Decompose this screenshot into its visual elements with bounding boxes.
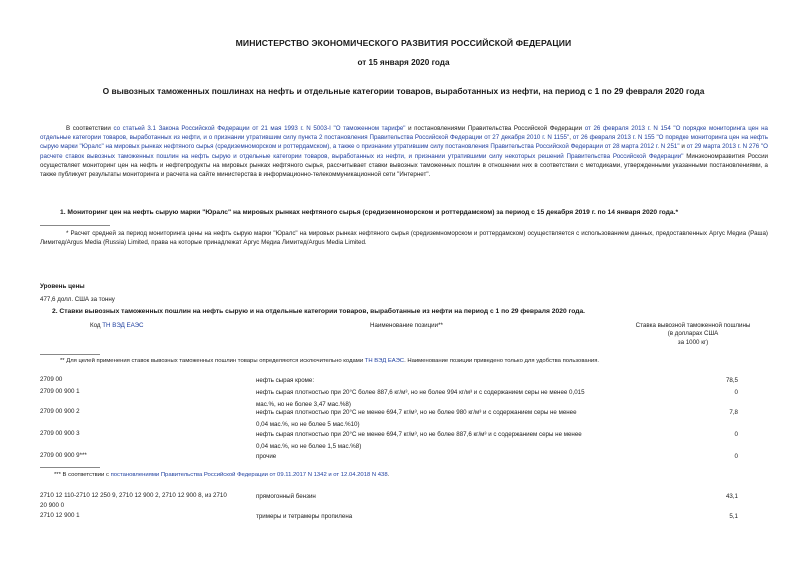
footnote-divider [40, 354, 100, 355]
row-code: 2709 00 900 2 [40, 408, 80, 415]
row-value: 0 [734, 389, 738, 396]
row-name: тримеры и тетрамеры пропилена [256, 513, 353, 520]
tnved-link[interactable]: ТН ВЭД ЕАЭС [102, 322, 144, 329]
column-header-rate: Ставка вывозной таможенной пошлины (в долларах США за 1000 кг) [635, 322, 751, 346]
footnote-divider [40, 225, 110, 226]
document-title: О вывозных таможенных пошлинах на нефть и отдельные категории товаров, выработанных из нефти, на период с 1 по 29 февраля 2020 года [102, 86, 705, 96]
row-name: нефть сырая плотностью при 20°С более 887,6 кг/м³, но не более 994 кг/м³ и с содержанием серы не менее 0,015 мас.%, но не более 3,47 мас.%8) [256, 389, 585, 409]
section-2-heading: 2. Ставки вывозных таможенных пошлин на нефть сырую и на отдельные категории товаров, выработанные из нефти на период с 1 по 29 февраля 2020 года. [52, 308, 586, 315]
footnote-divider [40, 467, 100, 468]
row-name: нефть сырая кроме: [256, 377, 315, 384]
law-link[interactable]: со статьей 3.1 Закона Российской Федерации от 21 мая 1993 г. N 5003-I "О таможенном тарифе" [113, 125, 406, 132]
footnote-1: * Расчет средней за период мониторинга цены на нефть сырую марки "Юралс" на мировых рынках нефтяного сырья (средиземноморском и роттердамском) осуществляется с использованием данных, предоставленных Аргус Медиа (Раша) Лимитед/Argus Media (Russia) Limited, права на которые принадлежат Аргус Медиа Лимитед/Argus Media Limited. [40, 230, 768, 247]
row-code: 2709 00 [40, 376, 63, 383]
row-name: прямогонный бензин [256, 493, 316, 500]
row-name: нефть сырая плотностью при 20°С не менее 694,7 кг/м³, но не более 980 кг/м³ и с содержанием серы не менее 0,04 мас.%, но не более 5 мас.%10) [256, 409, 577, 429]
row-value: 0 [734, 453, 738, 460]
resolution-154-link[interactable]: от 26 февраля 2013 г. N 154 "О порядке мониторинга цен на отдельные категории товаров, выработанных из нефти, и о признании утратившим силу пункта 2 постановления Правительства Российской Федерации от 27 декабря 2010 г. N 1155" [40, 125, 768, 142]
row-value: 0 [734, 431, 738, 438]
row-name: прочие [256, 453, 277, 460]
footnote-2: ** Для целей применения ставок вывозных таможенных пошлин товары определяются исключительно кодами ТН ВЭД ЕАЭС. Наименование позиции приведено только для удобства пользования. [60, 358, 600, 364]
resolution-276-link[interactable]: от 29 марта 2013 г. N 276 "О расчете ставок вывозных таможенных пошлин на нефть сырую и отдельные категории товаров, выработанных из нефти, и признании утратившими силу некоторых решений Правительства Российской Федерации" [40, 143, 768, 160]
tnved-footnote-link[interactable]: ТН ВЭД ЕАЭС [364, 358, 405, 364]
row-code: 2709 00 900 1 [40, 388, 80, 395]
resolution-155-link[interactable]: от 26 февраля 2013 г. N 155 "О порядке мониторинга цен на нефть сырую марки "Юралс" на мировых рынках нефтяного сырья (средиземноморском и роттердамском), а также о признании утратившим силу постановления Правительства Российской Федерации от 28 марта 2012 г. N 251" [40, 134, 768, 151]
row-code: 2709 00 900 9*** [40, 452, 87, 459]
row-code: 2710 12 110-2710 12 250 9, 2710 12 900 2, 2710 12 900 8, из 2710 20 900 0 [40, 492, 227, 509]
column-header-code: Код ТН ВЭД ЕАЭС [90, 322, 144, 329]
ministry-title: МИНИСТЕРСТВО ЭКОНОМИЧЕСКОГО РАЗВИТИЯ РОССИЙСКОЙ ФЕДЕРАЦИИ [235, 38, 572, 48]
resolutions-1342-438-link[interactable]: постановлениями Правительства Российской Федерации от 09.11.2017 N 1342 и от 12.04.2018 N 438 [110, 472, 388, 478]
row-value: 43,1 [725, 493, 738, 500]
document-date: от 15 января 2020 года [357, 58, 450, 67]
price-level-label: Уровень цены [40, 283, 85, 290]
row-value: 78,5 [725, 377, 738, 384]
row-value: 5,1 [729, 513, 738, 520]
row-value: 7,8 [729, 409, 738, 416]
row-code: 2709 00 900 3 [40, 430, 80, 437]
row-name: нефть сырая плотностью при 20°С не менее 694,7 кг/м³, но не более 887,6 кг/м³ и с содержанием серы не менее 0,04 мас.%, но не более 1,5 мас.%8) [256, 431, 582, 451]
section-1-heading: 1. Мониторинг цен на нефть сырую марки "Юралс" на мировых рынках нефтяного сырья (средиземноморском и роттердамском) за период с 15 декабря 2019 г. по 14 января 2020 года.* [60, 209, 679, 216]
row-code: 2710 12 900 1 [40, 512, 80, 519]
intro-paragraph: В соответствии со статьей 3.1 Закона Российской Федерации от 21 мая 1993 г. N 5003-I "О таможенном тарифе" и постановлениями Правительства Российской Федерации от 26 февраля 2013 г. N 154 "О порядке мониторинга цен на отдельные категории товаров, выработанных из нефти, и о признании утратившим силу пункта 2 постановления Правительства Российской Федерации от 27 декабря 2010 г. N 1155", от 26 февраля 2013 г. N 155 "О порядке мониторинга цен на нефть сырую марки "Юралс" на мировых рынках нефтяного сырья (средиземноморском и роттердамском), а также о признании утратившим силу постановления Правительства Российской Федерации от 28 марта 2012 г. N 251" и от 29 марта 2013 г. N 276 "О расчете ставок вывозных таможенных пошлин на нефть сырую и отдельные категории товаров, выработанных из нефти, и признании утратившими силу некоторых решений Правительства Российской Федерации" Минэкономразвития России осуществляет мониторинг цен на нефть и нефтепродукты на мировых рынках нефтяного сырья, рассчитывает ставки вывозных таможенных пошлин в отношении них в соответствии с методиками, утвержденными указанными постановлениями, а также публикует результаты мониторинга и расчета на сайте министерства в информационно-телекоммуникационной сети "Интернет". [40, 125, 768, 179]
column-header-name: Наименование позиции** [370, 322, 443, 329]
price-level-value: 477,6 долл. США за тонну [40, 296, 115, 303]
footnote-3: *** В соответствии с постановлениями Правительства Российской Федерации от 09.11.2017 N 1342 и от 12.04.2018 N 438. [54, 472, 390, 478]
